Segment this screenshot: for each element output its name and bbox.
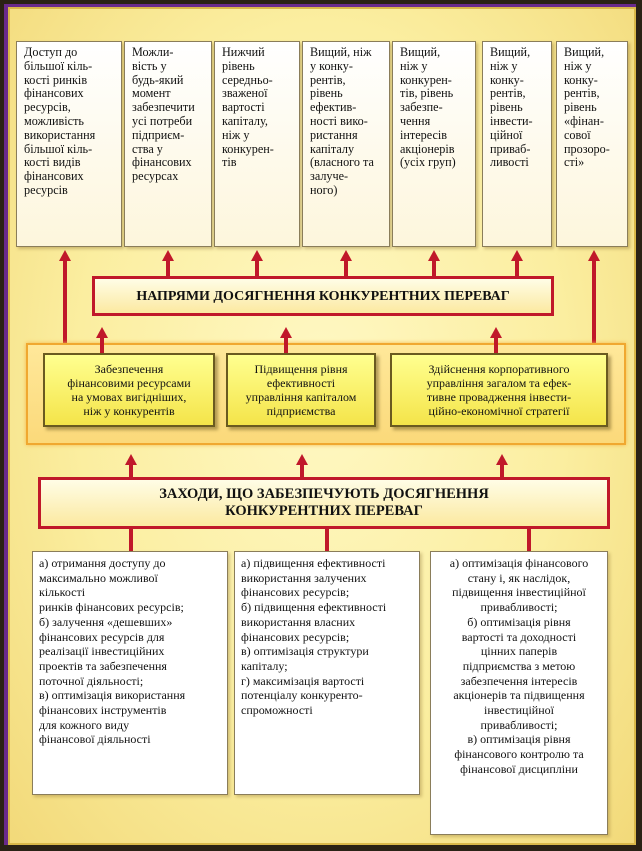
measures-box-1: а) отримання доступу до максимально можливої кількості ринків фінансових ресурсів; б) залучення «дешевших» фінансових ресурсів для реалізації інвестиційних проектів та забезпечення поточної діяльності; в) оптимізація використання фінансових інструментів для кожного виду фінансової діяльності xyxy=(32,551,228,795)
measures-banner: ЗАХОДИ, ЩО ЗАБЕЗПЕЧУЮТЬ ДОСЯГНЕННЯ КОНКУРЕНТНИХ ПЕРЕВАГ xyxy=(38,477,610,529)
arrow-head xyxy=(96,327,108,338)
diagram-frame xyxy=(4,4,636,845)
arrow-line xyxy=(515,259,519,277)
arrow-head xyxy=(490,327,502,338)
arrow-line xyxy=(432,259,436,277)
advantage-box-1: Доступ до більшої кіль- кості ринків фінансових ресурсів, можливість використання більшої кіль- кості видів фінансових ресурсів xyxy=(16,41,122,247)
direction-box-2: Підвищення рівня ефективності управління капіталом підприємства xyxy=(226,353,376,427)
arrow-head xyxy=(280,327,292,338)
advantage-box-5: Вищий, ніж у конкурен- тів, рівень забезпе- чення інтересів акціонерів (усіх груп) xyxy=(392,41,476,247)
direction-box-3: Здійснення корпоративного управління загалом та ефек- тивне провадження інвести- ційно-економічної стратегії xyxy=(390,353,608,427)
arrow-line xyxy=(129,529,133,551)
arrow-line xyxy=(166,259,170,277)
arrow-line xyxy=(592,259,596,347)
advantage-box-4: Вищий, ніж у конку- рентів, рівень ефектив- ності вико- ристання капіталу (власного та залуче- ного) xyxy=(302,41,390,247)
arrow-line xyxy=(344,259,348,277)
measures-box-3: а) оптимізація фінансового стану і, як наслідок, підвищення інвестиційної привабливості; б) оптимізація рівня вартості та доходності цінних паперів підприємства з метою забезпечення інтересів акціонерів та підвищення інвестиційної привабливості; в) оптимізація рівня фінансового контролю та фінансової дисципліни xyxy=(430,551,608,835)
arrow-line xyxy=(325,529,329,551)
advantage-box-7: Вищий, ніж у конку- рентів, рівень «фінан- сової прозоро- сті» xyxy=(556,41,628,247)
directions-banner: НАПРЯМИ ДОСЯГНЕННЯ КОНКУРЕНТНИХ ПЕРЕВАГ xyxy=(92,276,554,316)
arrow-line xyxy=(255,259,259,277)
advantage-box-2: Можли- вість у будь-який момент забезпечити усі потреби підприєм- ства у фінансових ресурсах xyxy=(124,41,212,247)
advantage-box-3: Нижчий рівень середньо- зваженої вартості капіталу, ніж у конкурен- тів xyxy=(214,41,300,247)
direction-box-1: Забезпечення фінансовими ресурсами на умовах вигідніших, ніж у конкурентів xyxy=(43,353,215,427)
measures-box-2: а) підвищення ефективності використання залучених фінансових ресурсів; б) підвищення ефективності використання власних фінансових ресурсів; в) оптимізація структури капіталу; г) максимізація вартості потенціалу конкуренто- спроможності xyxy=(234,551,420,795)
arrow-line xyxy=(527,529,531,551)
advantage-box-6: Вищий, ніж у конку- рентів, рівень інвести- ційної приваб- ливості xyxy=(482,41,552,247)
arrow-line xyxy=(63,259,67,347)
